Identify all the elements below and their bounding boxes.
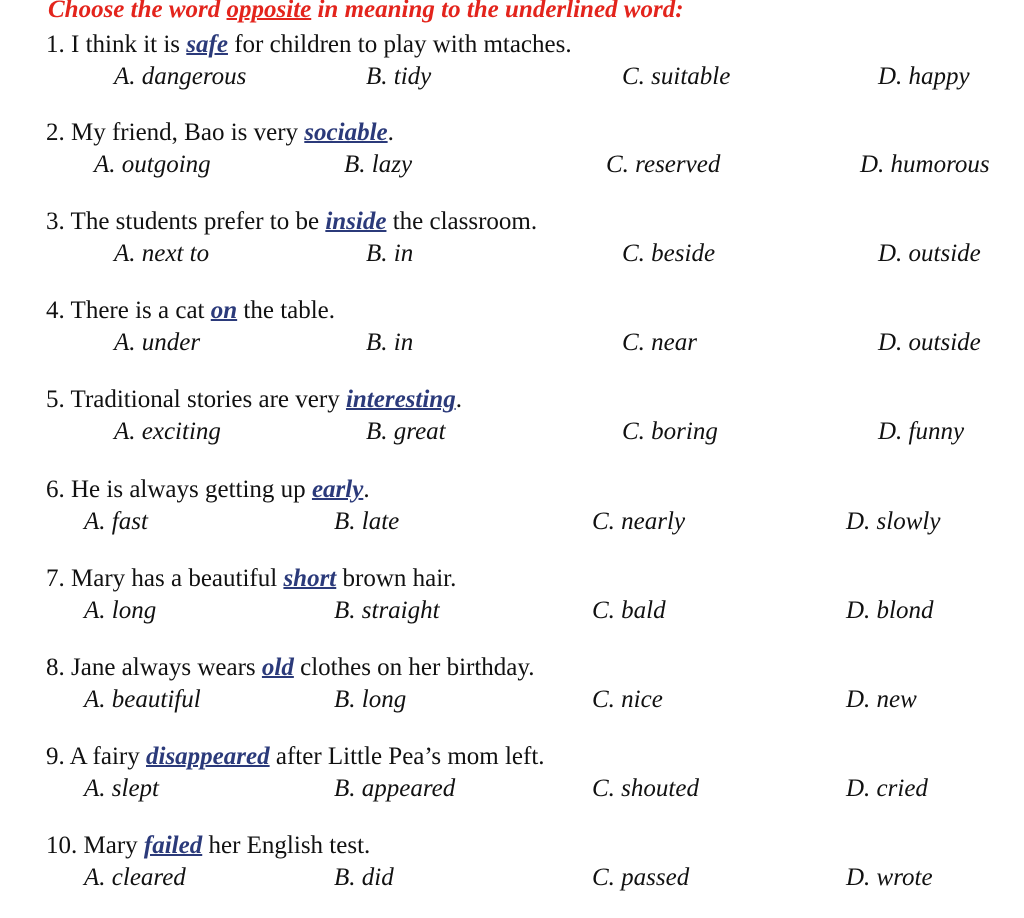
- option-2-c[interactable]: C. reserved: [606, 151, 721, 178]
- underlined-word: safe: [186, 31, 228, 58]
- underlined-word: on: [210, 297, 238, 324]
- underlined-word: short: [283, 565, 337, 592]
- option-8-d[interactable]: D. new: [846, 686, 917, 713]
- question-text-pre: 1. I think it is: [46, 31, 187, 58]
- question-3: [46, 207, 537, 237]
- question-text-pre: 10. Mary: [46, 832, 144, 859]
- question-5: [46, 385, 462, 415]
- option-8-a[interactable]: A. beautiful: [84, 686, 201, 713]
- underlined-word: early: [311, 476, 364, 503]
- question-text-pre: 7. Mary has a beautiful: [46, 565, 284, 592]
- question-text-pre: 5. Traditional stories are very: [46, 386, 346, 413]
- option-8-b[interactable]: B. long: [334, 686, 407, 713]
- instruction-title: [48, 0, 684, 24]
- underlined-word: interesting: [345, 386, 456, 413]
- option-4-d[interactable]: D. outside: [878, 329, 981, 356]
- option-2-a[interactable]: A. outgoing: [94, 151, 211, 178]
- option-6-c[interactable]: C. nearly: [592, 508, 686, 535]
- question-10: [46, 831, 370, 861]
- question-text-post: clothes on her birthday.: [293, 654, 535, 681]
- option-10-d[interactable]: D. wrote: [846, 864, 933, 891]
- underlined-word: disappeared: [146, 743, 270, 770]
- instruction-post: in meaning to the underlined word:: [311, 0, 684, 23]
- option-7-c[interactable]: C. bald: [592, 597, 666, 624]
- option-3-d[interactable]: D. outside: [878, 240, 981, 267]
- question-text-post: .: [363, 476, 370, 503]
- option-1-b[interactable]: B. tidy: [366, 63, 432, 90]
- question-text-pre: 3. The students prefer to be: [46, 208, 326, 235]
- option-4-a[interactable]: A. under: [114, 329, 201, 356]
- question-9: [46, 742, 545, 772]
- option-6-d[interactable]: D. slowly: [846, 508, 941, 535]
- option-1-c[interactable]: C. suitable: [622, 63, 731, 90]
- option-5-c[interactable]: C. boring: [622, 418, 718, 445]
- option-8-c[interactable]: C. nice: [592, 686, 663, 713]
- question-text-post: after Little Pea’s mom left.: [269, 743, 545, 770]
- question-text-post: .: [387, 119, 394, 146]
- option-5-a[interactable]: A. exciting: [114, 418, 221, 445]
- question-1: [46, 30, 572, 60]
- option-6-a[interactable]: A. fast: [84, 508, 148, 535]
- option-7-a[interactable]: A. long: [84, 597, 157, 624]
- option-3-c[interactable]: C. beside: [622, 240, 716, 267]
- option-7-b[interactable]: B. straight: [334, 597, 440, 624]
- underlined-word: failed: [143, 832, 203, 859]
- question-text-post: the table.: [237, 297, 336, 324]
- question-text-pre: 6. He is always getting up: [46, 476, 312, 503]
- option-9-a[interactable]: A. slept: [84, 775, 159, 802]
- option-9-b[interactable]: B. appeared: [334, 775, 456, 802]
- option-2-d[interactable]: D. humorous: [860, 151, 990, 178]
- option-10-b[interactable]: B. did: [334, 864, 394, 891]
- question-text-post: brown hair.: [336, 565, 457, 592]
- question-text-post: .: [455, 386, 462, 413]
- question-text-post: her English test.: [202, 832, 371, 859]
- question-text-pre: 4. There is a cat: [46, 297, 211, 324]
- option-7-d[interactable]: D. blond: [846, 597, 934, 624]
- option-9-d[interactable]: D. cried: [846, 775, 928, 802]
- question-6: [46, 475, 370, 505]
- option-9-c[interactable]: C. shouted: [592, 775, 699, 802]
- option-4-b[interactable]: B. in: [366, 329, 414, 356]
- option-10-c[interactable]: C. passed: [592, 864, 690, 891]
- instruction-pre: Choose the word: [48, 0, 227, 23]
- option-5-b[interactable]: B. great: [366, 418, 446, 445]
- option-6-b[interactable]: B. late: [334, 508, 400, 535]
- question-text-post: the classroom.: [386, 208, 538, 235]
- option-1-d[interactable]: D. happy: [878, 63, 970, 90]
- question-text-pre: 9. A fairy: [46, 743, 146, 770]
- option-5-d[interactable]: D. funny: [878, 418, 965, 445]
- question-text-post: for children to play with mtaches.: [227, 31, 572, 58]
- option-2-b[interactable]: B. lazy: [344, 151, 413, 178]
- underlined-word: old: [261, 654, 294, 681]
- instruction-key: opposite: [226, 0, 312, 23]
- question-8: [46, 653, 535, 683]
- option-4-c[interactable]: C. near: [622, 329, 697, 356]
- option-1-a[interactable]: A. dangerous: [114, 63, 247, 90]
- question-7: [46, 564, 456, 594]
- question-4: [46, 296, 335, 326]
- question-text-pre: 2. My friend, Bao is very: [46, 119, 305, 146]
- option-3-a[interactable]: A. next to: [114, 240, 210, 267]
- question-text-pre: 8. Jane always wears: [46, 654, 262, 681]
- option-10-a[interactable]: A. cleared: [84, 864, 186, 891]
- option-3-b[interactable]: B. in: [366, 240, 414, 267]
- underlined-word: inside: [325, 208, 387, 235]
- question-2: [46, 118, 394, 148]
- underlined-word: sociable: [304, 119, 388, 146]
